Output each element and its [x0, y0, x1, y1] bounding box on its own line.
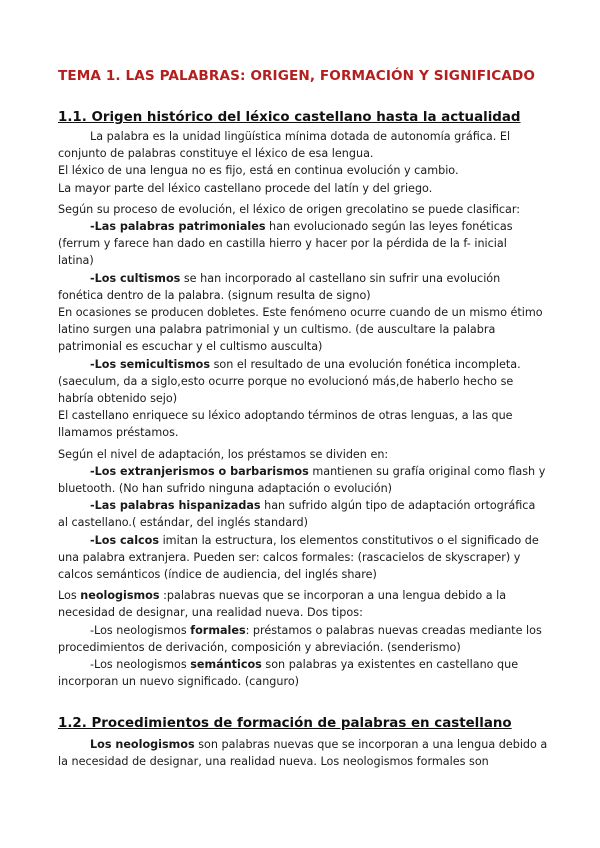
paragraph: (saeculum, da a siglo,esto ocurre porque no evolucionó más,de haberlo hecho se: [58, 374, 514, 388]
paragraph: En ocasiones se producen dobletes. Este fenómeno ocurre cuando de un mismo étimo: [58, 306, 543, 320]
paragraph: la necesidad de designar, una realidad nueva. Los neologismos formales son: [58, 755, 489, 769]
paragraph-neologismos: Los neologismos :palabras nuevas que se incorporan a una lengua debido a la: [58, 589, 507, 603]
section-heading-1: 1.1. Origen histórico del léxico castellano hasta la actualidad: [58, 110, 521, 125]
paragraph: llamamos préstamos.: [58, 426, 179, 440]
paragraph: patrimonial es escuchar y el cultismo ausculta): [58, 340, 323, 354]
paragraph: necesidad de designar, una realidad nueva. Dos tipos:: [58, 606, 363, 620]
paragraph: (ferrum y farece han dado en castilla hierro y hacer por la pérdida de la f- inicial: [58, 237, 507, 251]
paragraph: procedimientos de derivación, composición y abreviación. (senderismo): [58, 640, 461, 654]
paragraph: incorporan un nuevo significado. (canguro): [58, 675, 300, 689]
paragraph: El castellano enriquece su léxico adoptando términos de otras lenguas, a las que: [58, 409, 513, 423]
paragraph: latino surgen una palabra patrimonial y un cultismo. (de auscultare la palabra: [58, 323, 496, 337]
paragraph: fonética dentro de la palabra. (signum resulta de signo): [58, 288, 371, 302]
list-item-calcos: -Los calcos imitan la estructura, los elementos constitutivos o el significado de: [90, 533, 539, 547]
list-item-hispanizadas: -Las palabras hispanizadas han sufrido algún tipo de adaptación ortográfica: [90, 499, 536, 513]
list-item-extranjerismos: -Los extranjerismos o barbarismos mantienen su grafía original como flash y: [90, 464, 546, 478]
paragraph: una palabra extranjera. Pueden ser: calcos formales: (rascacielos de skyscraper) y: [58, 550, 521, 564]
section-1-body: [58, 128, 568, 691]
paragraph: conjunto de palabras constituye el léxico de esa lengua.: [58, 147, 374, 161]
paragraph: Según el nivel de adaptación, los préstamos se dividen en:: [58, 447, 389, 461]
paragraph: al castellano.( estándar, del inglés standard): [58, 516, 308, 530]
paragraph: Según su proceso de evolución, el léxico de origen grecolatino se puede clasificar:: [58, 202, 521, 216]
page-title: TEMA 1. LAS PALABRAS: ORIGEN, FORMACIÓN Y SIGNIFICADO: [58, 68, 535, 84]
section-2-body: [58, 736, 568, 770]
list-item-patrimoniales: -Las palabras patrimoniales han evolucionado según las leyes fonéticas: [90, 220, 513, 234]
paragraph: El léxico de una lengua no es fijo, está en continua evolución y cambio.: [58, 164, 459, 178]
list-item-semanticos: -Los neologismos semánticos son palabras ya existentes en castellano que: [90, 658, 519, 672]
section-heading-2: 1.2. Procedimientos de formación de palabras en castellano: [58, 716, 512, 731]
paragraph: La mayor parte del léxico castellano procede del latín y del griego.: [58, 181, 433, 195]
paragraph: latina): [58, 254, 94, 268]
list-item-semicultismos: -Los semicultismos son el resultado de una evolución fonética incompleta.: [90, 357, 521, 371]
paragraph: La palabra es la unidad lingüística mínima dotada de autonomía gráfica. El: [90, 130, 511, 143]
list-item-formales: -Los neologismos formales: préstamos o palabras nuevas creadas mediante los: [90, 623, 542, 637]
paragraph: bluetooth. (No han sufrido ninguna adaptación o evolución): [58, 482, 393, 496]
paragraph: Los neologismos son palabras nuevas que se incorporan a una lengua debido a: [90, 738, 548, 751]
list-item-cultismos: -Los cultismos se han incorporado al castellano sin sufrir una evolución: [90, 271, 501, 285]
paragraph: calcos semánticos (índice de audiencia, del inglés share): [58, 568, 377, 582]
paragraph: habría obtenido sejo): [58, 392, 178, 406]
